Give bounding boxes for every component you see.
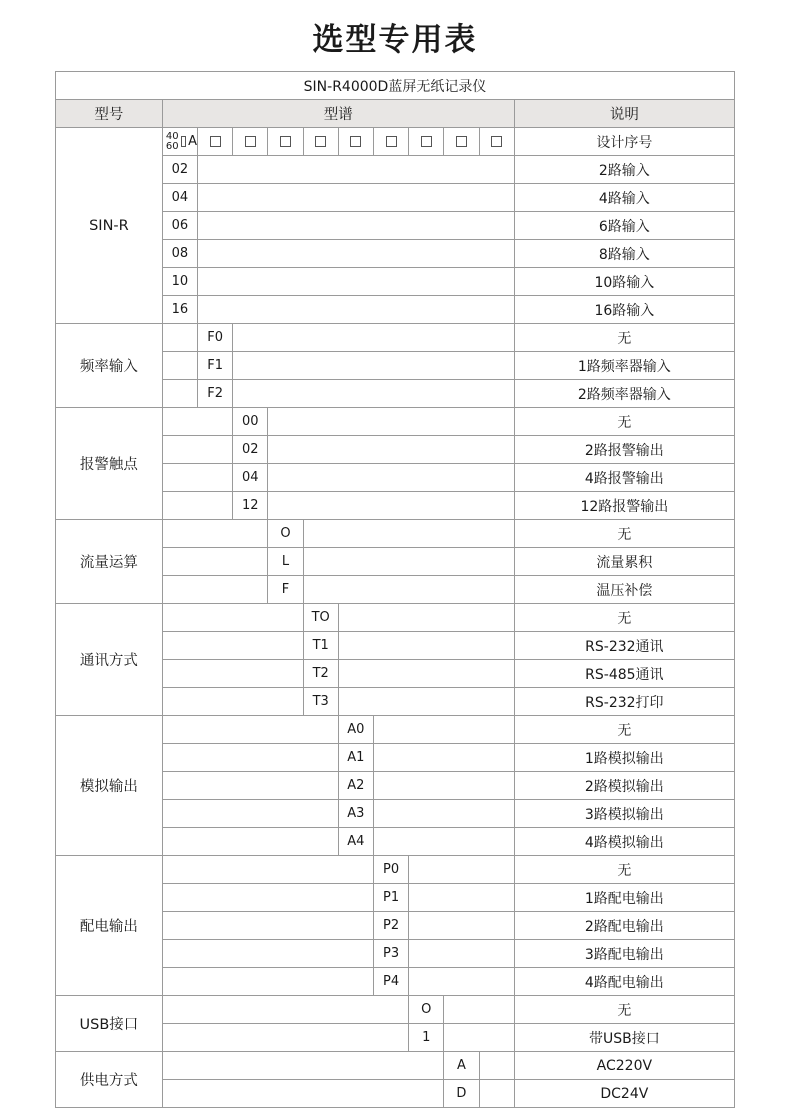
description-cell: 无 — [514, 408, 734, 436]
description-cell: 4路输入 — [514, 184, 734, 212]
spacer-cell — [162, 352, 197, 380]
spectrum-box-cell — [198, 128, 233, 156]
category-cell: 频率输入 — [56, 324, 163, 408]
selection-table-container — [55, 71, 735, 1108]
spacer-cell — [268, 464, 514, 492]
spacer-cell — [162, 884, 373, 912]
description-cell: RS-232通讯 — [514, 632, 734, 660]
checkbox-glyph-icon — [421, 136, 432, 147]
spacer-cell — [162, 548, 268, 576]
spacer-cell — [162, 912, 373, 940]
spacer-cell — [162, 632, 303, 660]
checkbox-glyph-icon — [315, 136, 326, 147]
checkbox-glyph-icon — [386, 136, 397, 147]
spacer-cell — [338, 660, 514, 688]
code-cell: A2 — [338, 772, 373, 800]
spacer-cell — [162, 716, 338, 744]
description-cell: 无 — [514, 520, 734, 548]
spacer-cell — [162, 576, 268, 604]
code-cell: 12 — [233, 492, 268, 520]
spacer-cell — [162, 1052, 444, 1080]
spacer-cell — [409, 968, 515, 996]
code-cell: TO — [303, 604, 338, 632]
spacer-cell — [198, 156, 515, 184]
code-cell: 10 — [162, 268, 197, 296]
spacer-cell — [162, 856, 373, 884]
category-cell: USB接口 — [56, 996, 163, 1052]
code-cell: A — [444, 1052, 479, 1080]
description-cell: 4路配电输出 — [514, 968, 734, 996]
spacer-cell — [444, 996, 514, 1024]
spacer-cell — [162, 688, 303, 716]
spacer-cell — [268, 436, 514, 464]
selection-table — [55, 71, 735, 1108]
code-cell: F0 — [198, 324, 233, 352]
spacer-cell — [162, 604, 303, 632]
code-cell: 00 — [233, 408, 268, 436]
spacer-cell — [479, 1080, 514, 1108]
category-sin-r: SIN-R — [56, 128, 163, 324]
checkbox-glyph-icon — [350, 136, 361, 147]
description-cell: 1路频率器输入 — [514, 352, 734, 380]
code-cell: 02 — [233, 436, 268, 464]
spacer-cell — [303, 548, 514, 576]
table-row — [56, 856, 735, 884]
description-cell: 10路输入 — [514, 268, 734, 296]
spacer-cell — [162, 940, 373, 968]
code-cell: P0 — [373, 856, 408, 884]
code-cell: F1 — [198, 352, 233, 380]
checkbox-glyph-icon — [491, 136, 502, 147]
code-cell: A0 — [338, 716, 373, 744]
description-cell: 无 — [514, 716, 734, 744]
model-prefix-letter: A — [188, 134, 198, 149]
code-cell: F — [268, 576, 303, 604]
table-row — [56, 604, 735, 632]
table-row — [56, 716, 735, 744]
spacer-cell — [268, 408, 514, 436]
spacer-cell — [373, 828, 514, 856]
table-row — [56, 996, 735, 1024]
spacer-cell — [198, 240, 515, 268]
code-cell: P3 — [373, 940, 408, 968]
spacer-cell — [198, 212, 515, 240]
spacer-cell — [162, 324, 197, 352]
category-cell: 流量运算 — [56, 520, 163, 604]
category-cell: 通讯方式 — [56, 604, 163, 716]
table-row — [56, 1052, 735, 1080]
code-cell: T2 — [303, 660, 338, 688]
code-cell: A4 — [338, 828, 373, 856]
column-header-spectrum: 型谱 — [162, 100, 514, 128]
spacer-cell — [162, 800, 338, 828]
description-cell: 无 — [514, 324, 734, 352]
checkbox-glyph-icon — [181, 136, 187, 147]
code-cell: A3 — [338, 800, 373, 828]
description-cell: 4路模拟输出 — [514, 828, 734, 856]
description-cell: 带USB接口 — [514, 1024, 734, 1052]
code-cell: A1 — [338, 744, 373, 772]
spectrum-box-cell — [338, 128, 373, 156]
description-cell: 温压补偿 — [514, 576, 734, 604]
spectrum-box-cell — [303, 128, 338, 156]
spacer-cell — [198, 296, 515, 324]
model-prefix-stack: 40 60 — [165, 130, 179, 152]
description-cell: 无 — [514, 856, 734, 884]
code-cell: 08 — [162, 240, 197, 268]
category-cell: 供电方式 — [56, 1052, 163, 1108]
description-cell: 2路报警输出 — [514, 436, 734, 464]
description-cell: 3路配电输出 — [514, 940, 734, 968]
description-cell: 2路配电输出 — [514, 912, 734, 940]
spacer-cell — [233, 352, 515, 380]
checkbox-glyph-icon — [280, 136, 291, 147]
spectrum-box-cell — [479, 128, 514, 156]
code-cell: 06 — [162, 212, 197, 240]
table-main-header: SIN-R4000D蓝屏无纸记录仪 — [56, 72, 735, 100]
description-cell: 无 — [514, 996, 734, 1024]
spacer-cell — [409, 856, 515, 884]
spacer-cell — [303, 576, 514, 604]
category-cell: 报警触点 — [56, 408, 163, 520]
spacer-cell — [162, 464, 232, 492]
spacer-cell — [162, 744, 338, 772]
table-row — [56, 324, 735, 352]
code-cell: T3 — [303, 688, 338, 716]
spacer-cell — [373, 744, 514, 772]
spacer-cell — [162, 828, 338, 856]
description-cell: 1路模拟输出 — [514, 744, 734, 772]
description-cell: DC24V — [514, 1080, 734, 1108]
category-cell: 配电输出 — [56, 856, 163, 996]
code-cell: D — [444, 1080, 479, 1108]
model-prefix-cell — [162, 128, 197, 156]
code-cell: 04 — [233, 464, 268, 492]
description-cell: RS-485通讯 — [514, 660, 734, 688]
code-cell: L — [268, 548, 303, 576]
spacer-cell — [373, 772, 514, 800]
code-cell: 1 — [409, 1024, 444, 1052]
spacer-cell — [409, 940, 515, 968]
description-cell: 2路输入 — [514, 156, 734, 184]
code-cell: P1 — [373, 884, 408, 912]
spacer-cell — [338, 604, 514, 632]
spacer-cell — [162, 408, 232, 436]
spacer-cell — [373, 716, 514, 744]
spacer-cell — [479, 1052, 514, 1080]
spacer-cell — [162, 492, 232, 520]
code-cell: P2 — [373, 912, 408, 940]
code-cell: O — [409, 996, 444, 1024]
description-cell: 流量累积 — [514, 548, 734, 576]
spacer-cell — [409, 884, 515, 912]
column-header-model: 型号 — [56, 100, 163, 128]
page-title: 选型专用表 — [312, 22, 478, 58]
description-cell: 6路输入 — [514, 212, 734, 240]
description-cell: RS-232打印 — [514, 688, 734, 716]
spacer-cell — [162, 996, 408, 1024]
description-cell: 8路输入 — [514, 240, 734, 268]
description-cell: 12路报警输出 — [514, 492, 734, 520]
description-cell: 16路输入 — [514, 296, 734, 324]
spacer-cell — [444, 1024, 514, 1052]
spacer-cell — [409, 912, 515, 940]
spacer-cell — [303, 520, 514, 548]
checkbox-glyph-icon — [245, 136, 256, 147]
spacer-cell — [162, 380, 197, 408]
table-row — [56, 520, 735, 548]
spacer-cell — [162, 1024, 408, 1052]
checkbox-glyph-icon — [456, 136, 467, 147]
spacer-cell — [162, 1080, 444, 1108]
spacer-cell — [338, 688, 514, 716]
code-cell: T1 — [303, 632, 338, 660]
description-cell: AC220V — [514, 1052, 734, 1080]
spectrum-box-cell — [373, 128, 408, 156]
spacer-cell — [162, 772, 338, 800]
spectrum-box-cell — [268, 128, 303, 156]
spectrum-box-cell — [444, 128, 479, 156]
spacer-cell — [233, 324, 515, 352]
category-cell: 模拟输出 — [56, 716, 163, 856]
spacer-cell — [162, 660, 303, 688]
description-cell: 4路报警输出 — [514, 464, 734, 492]
spacer-cell — [268, 492, 514, 520]
code-cell: 16 — [162, 296, 197, 324]
description-cell: 3路模拟输出 — [514, 800, 734, 828]
spectrum-box-cell — [233, 128, 268, 156]
description-cell: 2路频率器输入 — [514, 380, 734, 408]
description-cell: 无 — [514, 604, 734, 632]
code-cell: 04 — [162, 184, 197, 212]
description-cell: 设计序号 — [514, 128, 734, 156]
code-cell: F2 — [198, 380, 233, 408]
spacer-cell — [162, 436, 232, 464]
spectrum-box-cell — [409, 128, 444, 156]
code-cell: 02 — [162, 156, 197, 184]
spacer-cell — [373, 800, 514, 828]
spacer-cell — [198, 268, 515, 296]
code-cell: P4 — [373, 968, 408, 996]
code-cell: O — [268, 520, 303, 548]
spacer-cell — [233, 380, 515, 408]
spacer-cell — [162, 968, 373, 996]
description-cell: 2路模拟输出 — [514, 772, 734, 800]
spacer-cell — [338, 632, 514, 660]
spacer-cell — [198, 184, 515, 212]
column-header-description: 说明 — [514, 100, 734, 128]
checkbox-glyph-icon — [210, 136, 221, 147]
table-row — [56, 408, 735, 436]
description-cell: 1路配电输出 — [514, 884, 734, 912]
spacer-cell — [162, 520, 268, 548]
